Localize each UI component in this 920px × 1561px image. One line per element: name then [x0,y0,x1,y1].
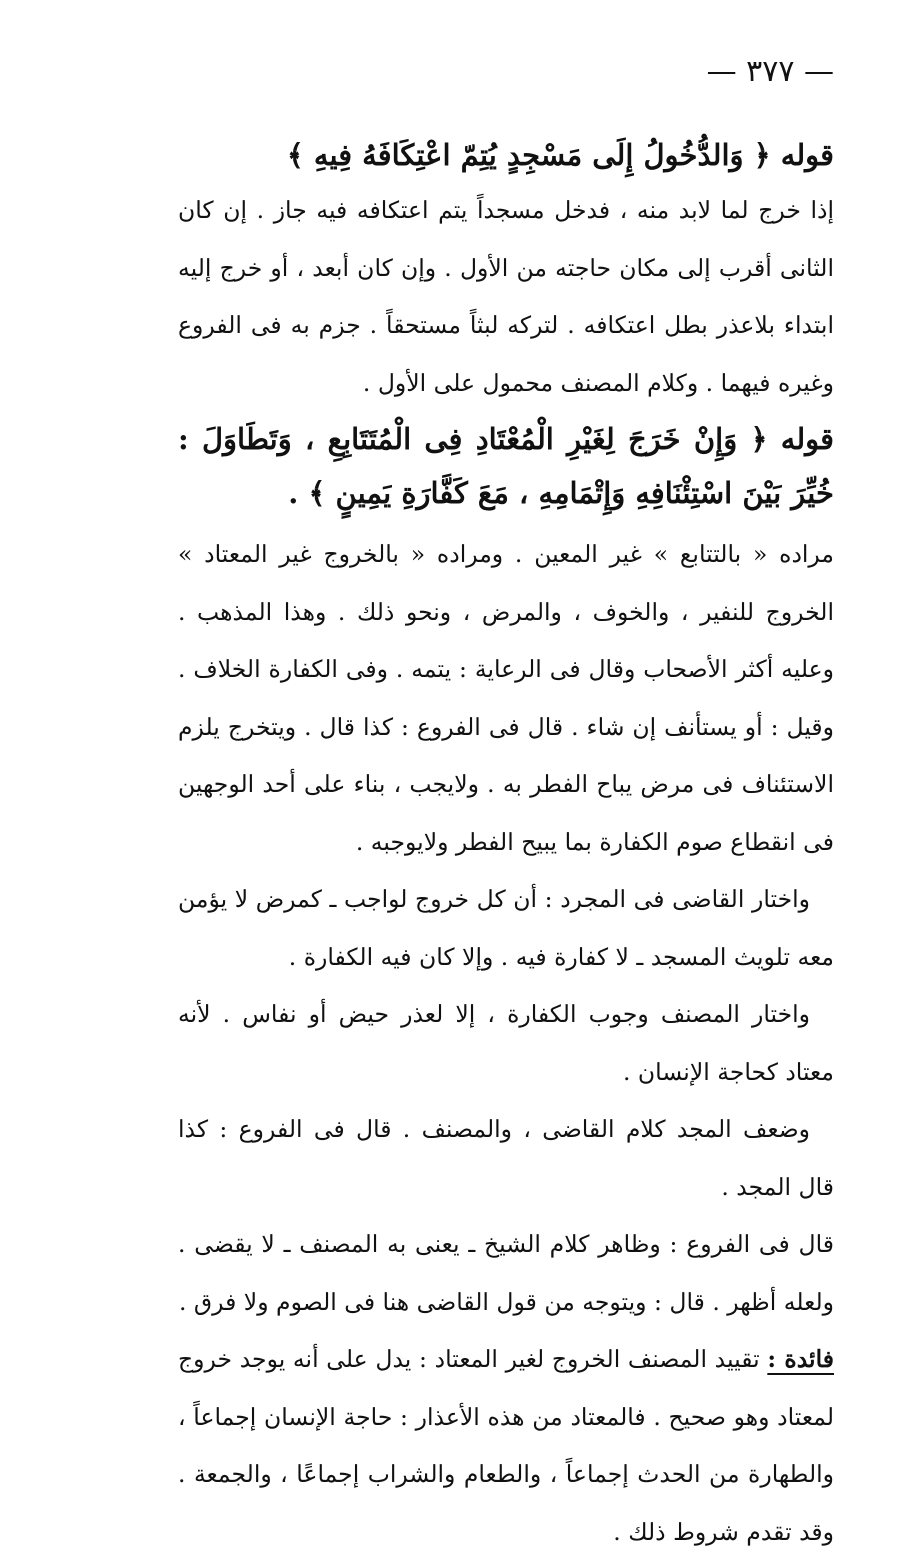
paragraph-3: واختار القاضى فى المجرد : أن كل خروج لواجب ـ كمرض لا يؤمن معه تلويث المسجد ـ لا كفارة فيه . وإلا كان فيه الكفارة . [178,885,834,971]
document-page [178,52,834,1561]
faida-label: فائدة : [767,1345,834,1373]
paragraph-5: وضعف المجد كلام القاضى ، والمصنف . قال فى الفروع : كذا قال المجد . [178,1115,834,1201]
paragraph-6: قال فى الفروع : وظاهر كلام الشيخ ـ يعنى به المصنف ـ لا يقضى . ولعله أظهر . قال : ويتوجه من قول القاضى هنا فى الصوم ولا فرق . [178,1230,834,1316]
heading-2 [178,412,834,520]
page-number: — ٣٧٧ — [706,54,834,89]
heading-1 [178,128,834,182]
faida-text: تقييد المصنف الخروج لغير المعتاد : يدل على أنه يوجد خروج لمعتاد وهو صحيح . فالمعتاد من هذه الأعذار : حاجة الإنسان إجماعاً ، والطهارة من الحدث إجماعاً ، والطعام والشراب إجماعًا ، والجمعة . وقد تقدم شروط ذلك . [178,1345,834,1546]
paragraph-1: إذا خرج لما لابد منه ، فدخل مسجداً يتم اعتكافه فيه جاز . إن كان الثانى أقرب إلى مكان حاجته من الأول . وإن كان أبعد ، أو خرج إليه ابتداء بلاعذر بطل اعتكافه . لتركه لبثاً مستحقاً . جزم به فى الفروع وغيره فيهما . وكلام المصنف محمول على الأول . [178,196,834,397]
paragraph-4: واختار المصنف وجوب الكفارة ، إلا لعذر حيض أو نفاس . لأنه معتاد كحاجة الإنسان . [178,1000,834,1086]
faida-paragraph [178,1331,834,1561]
heading-2-label: قوله [780,422,834,456]
heading-2-text: ﴿ وَإِنْ خَرَجَ لِغَيْرِ الْمُعْتَادِ فِى الْمُتَتَابِعِ ، وَتَطَاوَلَ : خُيِّرَ بَيْنَ اسْتِئْنَافِهِ وَإِتْمَامِهِ ، مَعَ كَفَّارَةِ يَمِينٍ ﴾ . [178,422,834,510]
heading-1-label: قوله [780,138,834,172]
heading-1-text: ﴿ وَالدُّخُولُ إِلَى مَسْجِدٍ يُتِمّ اعْتِكَافَهُ فِيهِ ﴾ [286,138,771,172]
paragraph-2: مراده « بالتتابع » غير المعين . ومراده « بالخروج غير المعتاد » الخروج للنفير ، والخوف ، والمرض ، ونحو ذلك . وهذا المذهب . وعليه أكثر الأصحاب وقال فى الرعاية : يتمه . وفى الكفارة الخلاف . وقيل : أو يستأنف إن شاء . قال فى الفروع : كذا قال . ويتخرج يلزم الاستئناف فى مرض يباح الفطر به . ولايجب ، بناء على أحد الوجهين فى انقطاع صوم الكفارة بما يبيح الفطر ولايوجبه . [178,540,834,856]
